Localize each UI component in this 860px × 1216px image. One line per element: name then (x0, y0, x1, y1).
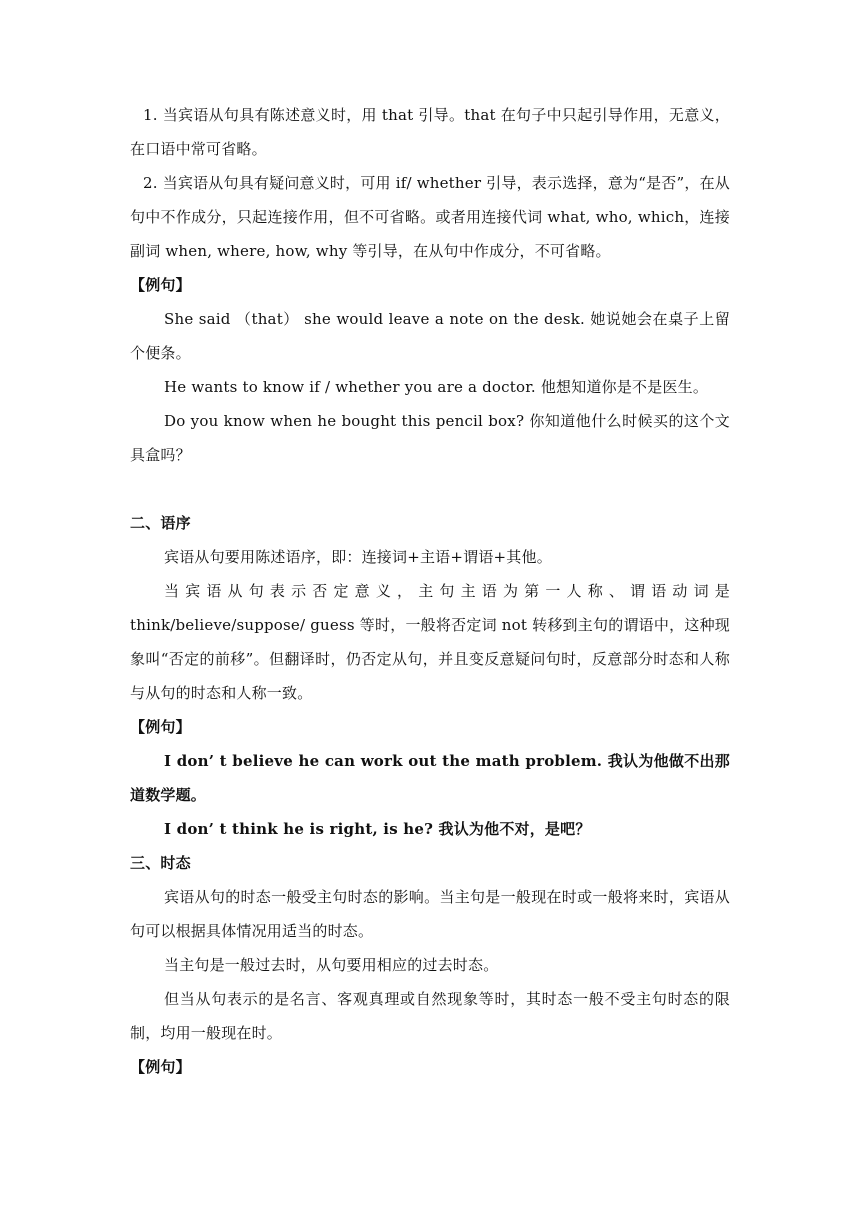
example-label-1: 【例句】 (130, 276, 191, 294)
section-2-title: 二、语序 (130, 514, 191, 532)
document-page (130, 98, 730, 1084)
example-sentence-1: She said （that） she would leave a note on the desk. 她说她会在桌子上留个便条。 (130, 310, 730, 362)
section-2-paragraph-1: 宾语从句要用陈述语序，即：连接词+主语+谓语+其他。 (164, 548, 552, 566)
section-3-paragraph-2: 当主句是一般过去时，从句要用相应的过去时态。 (164, 956, 499, 974)
example-sentence-3: Do you know when he bought this pencil box? 你知道他什么时候买的这个文具盒吗？ (130, 412, 730, 464)
section-2-example-2: I don’ t think he is right, is he? 我认为他不对，是吧？ (164, 820, 591, 838)
example-sentence-2: He wants to know if / whether you are a doctor. 他想知道你是不是医生。 (164, 378, 709, 396)
section-2-paragraph-2: 当宾语从句表示否定意义，主句主语为第一人称、谓语动词是 think/believe/suppose/ guess 等时，一般将否定词 not 转移到主句的谓语中，这种现象叫“否定的前移”。但翻译时，仍否定从句，并且变反意疑问句时，反意部分时态和人称与从句的时态和人称一致。 (130, 582, 730, 702)
example-label-3: 【例句】 (130, 1058, 191, 1076)
rule-2: 2. 当宾语从句具有疑问意义时，可用 if/ whether 引导，表示选择，意为“是否”，在从句中不作成分，只起连接作用，但不可省略。或者用连接代词 what, who, which，连接副词 when, where, how, why 等引导，在从句中作成分，不可省略。 (130, 174, 730, 260)
rule-1: 1. 当宾语从句具有陈述意义时，用 that 引导。that 在句子中只起引导作用，无意义，在口语中常可省略。 (130, 106, 730, 158)
section-3-paragraph-3: 但当从句表示的是名言、客观真理或自然现象等时，其时态一般不受主句时态的限制，均用一般现在时。 (130, 990, 730, 1042)
section-3-title: 三、时态 (130, 854, 191, 872)
spacer (130, 472, 730, 506)
section-2-example-1: I don’ t believe he can work out the math problem. 我认为他做不出那道数学题。 (130, 752, 730, 804)
section-3-paragraph-1: 宾语从句的时态一般受主句时态的影响。当主句是一般现在时或一般将来时，宾语从句可以根据具体情况用适当的时态。 (130, 888, 730, 940)
example-label-2: 【例句】 (130, 718, 191, 736)
